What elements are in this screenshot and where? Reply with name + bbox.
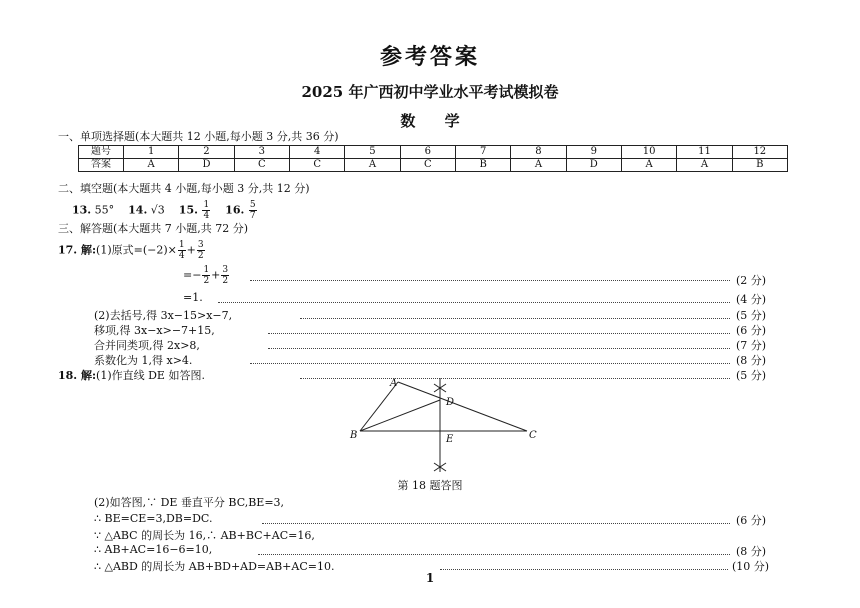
fill-in-answers — [72, 200, 258, 221]
triangle-diagram — [342, 376, 542, 476]
dot-leader — [250, 280, 730, 281]
dot-leader — [300, 318, 730, 319]
section1-heading: 一、单项选择题(本大题共 12 小题,每小题 3 分,共 36 分) — [58, 130, 339, 143]
q17-l2-text: =− — [183, 268, 202, 282]
score-label: (5 分) — [736, 309, 767, 322]
row-label-answer: 答案 — [79, 159, 124, 172]
section3-heading: 三、解答题(本大题共 7 小题,共 72 分) — [58, 222, 249, 235]
plus-sign: + — [186, 243, 196, 257]
q18-line3: ∴ BE=CE=3,DB=DC. — [94, 512, 213, 525]
dot-leader — [262, 523, 730, 524]
score-label: (8 分) — [736, 354, 767, 367]
q17-line4: (2)去括号,得 3x−15>x−7, — [94, 309, 233, 322]
dot-leader — [258, 554, 730, 555]
answer-table — [78, 145, 788, 172]
q14-answer: √3 — [150, 203, 165, 217]
answer-cell: B — [455, 159, 510, 172]
q16-label: 16. — [225, 203, 245, 217]
q17-line1 — [58, 240, 206, 261]
question-number: 3 — [234, 146, 289, 159]
question-number: 2 — [179, 146, 234, 159]
question-number: 4 — [289, 146, 344, 159]
numerator: 1 — [203, 200, 210, 210]
dot-leader — [268, 348, 730, 349]
denominator: 2 — [197, 251, 204, 261]
q17-l1-text: (1)原式=(−2)× — [96, 243, 177, 257]
question-number: 7 — [455, 146, 510, 159]
score-label: (6 分) — [736, 324, 767, 337]
numerator: 5 — [249, 200, 256, 210]
question-number: 11 — [677, 146, 732, 159]
dot-leader — [440, 569, 728, 570]
question-number: 6 — [400, 146, 455, 159]
q18-line2: (2)如答图,∵ DE 垂直平分 BC,BE=3, — [94, 496, 285, 509]
fraction — [221, 265, 229, 286]
question-number: 1 — [124, 146, 179, 159]
exam-subtitle: 2025 年广西初中学业水平考试模拟卷 — [301, 83, 559, 101]
row-label-question: 题号 — [79, 146, 124, 159]
q18-label: 18. 解: — [58, 369, 97, 382]
point-label-c: C — [529, 430, 537, 441]
fraction — [202, 265, 210, 286]
q13-label: 13. — [72, 203, 92, 217]
q17-line3: =1. — [183, 291, 203, 304]
numerator: 1 — [203, 265, 210, 275]
page-number: 1 — [425, 571, 435, 585]
point-label-d: D — [446, 397, 455, 408]
answer-cell: C — [400, 159, 455, 172]
point-label-a: A — [390, 378, 398, 389]
numerator: 1 — [178, 240, 185, 250]
dot-leader — [218, 302, 730, 303]
q18-line4: ∵ △ABC 的周长为 16,∴ AB+BC+AC=16, — [94, 529, 315, 542]
q17-line6: 合并同类项,得 2x>8, — [94, 339, 200, 352]
score-label: (8 分) — [736, 545, 767, 558]
answer-cell: B — [732, 159, 787, 172]
dot-leader — [250, 363, 730, 364]
dot-leader — [268, 333, 730, 334]
denominator: 4 — [203, 211, 210, 221]
subject-title: 数 学 — [400, 112, 472, 130]
q18-line6: ∴ △ABD 的周长为 AB+BD+AD=AB+AC=10. — [94, 560, 335, 573]
q17-line2 — [183, 265, 230, 286]
q13-answer: 55° — [94, 203, 115, 217]
plus-sign: + — [211, 268, 221, 282]
score-label: (4 分) — [736, 293, 767, 306]
fraction — [197, 240, 205, 261]
q15-label: 15. — [178, 203, 198, 217]
answer-cell: A — [345, 159, 400, 172]
answer-cell: C — [289, 159, 344, 172]
q14-label: 14. — [128, 203, 148, 217]
answer-cell: A — [511, 159, 566, 172]
page-title: 参考答案 — [379, 44, 480, 70]
answer-cell: D — [566, 159, 621, 172]
score-label: (10 分) — [732, 560, 770, 573]
answer-cell: A — [677, 159, 732, 172]
denominator: 4 — [178, 251, 185, 261]
answer-table-number-row — [79, 146, 788, 159]
q18-line1 — [58, 367, 205, 383]
answer-table-answer-row — [79, 159, 788, 172]
segment-ac — [398, 382, 527, 431]
denominator: 2 — [203, 276, 210, 286]
answer-cell: A — [124, 159, 179, 172]
answer-cell: A — [621, 159, 676, 172]
q17-line5: 移项,得 3x−x>−7+15, — [94, 324, 215, 337]
point-label-e: E — [446, 434, 454, 445]
q17-line7: 系数化为 1,得 x>4. — [94, 354, 193, 367]
point-label-b: B — [350, 430, 358, 441]
answer-cell: D — [179, 159, 234, 172]
answer-cell: C — [234, 159, 289, 172]
question-number: 12 — [732, 146, 787, 159]
denominator: 2 — [222, 276, 229, 286]
numerator: 3 — [197, 240, 204, 250]
question-number: 5 — [345, 146, 400, 159]
score-label: (2 分) — [736, 274, 767, 287]
section2-heading: 二、填空题(本大题共 4 小题,每小题 3 分,共 12 分) — [58, 182, 310, 195]
figure-caption: 第 18 题答图 — [397, 479, 463, 492]
q16-fraction — [249, 200, 257, 221]
score-label: (5 分) — [736, 369, 767, 382]
score-label: (6 分) — [736, 514, 767, 527]
question-number: 10 — [621, 146, 676, 159]
q17-label: 17. 解: — [58, 243, 97, 257]
score-label: (7 分) — [736, 339, 767, 352]
q18-line5: ∴ AB+AC=16−6=10, — [94, 543, 213, 556]
fraction — [178, 240, 186, 261]
question-number: 9 — [566, 146, 621, 159]
q18-l1-text: (1)作直线 DE 如答图. — [96, 369, 205, 382]
denominator: 7 — [249, 211, 256, 221]
question-number: 8 — [511, 146, 566, 159]
q15-fraction — [202, 200, 210, 221]
numerator: 3 — [222, 265, 229, 275]
